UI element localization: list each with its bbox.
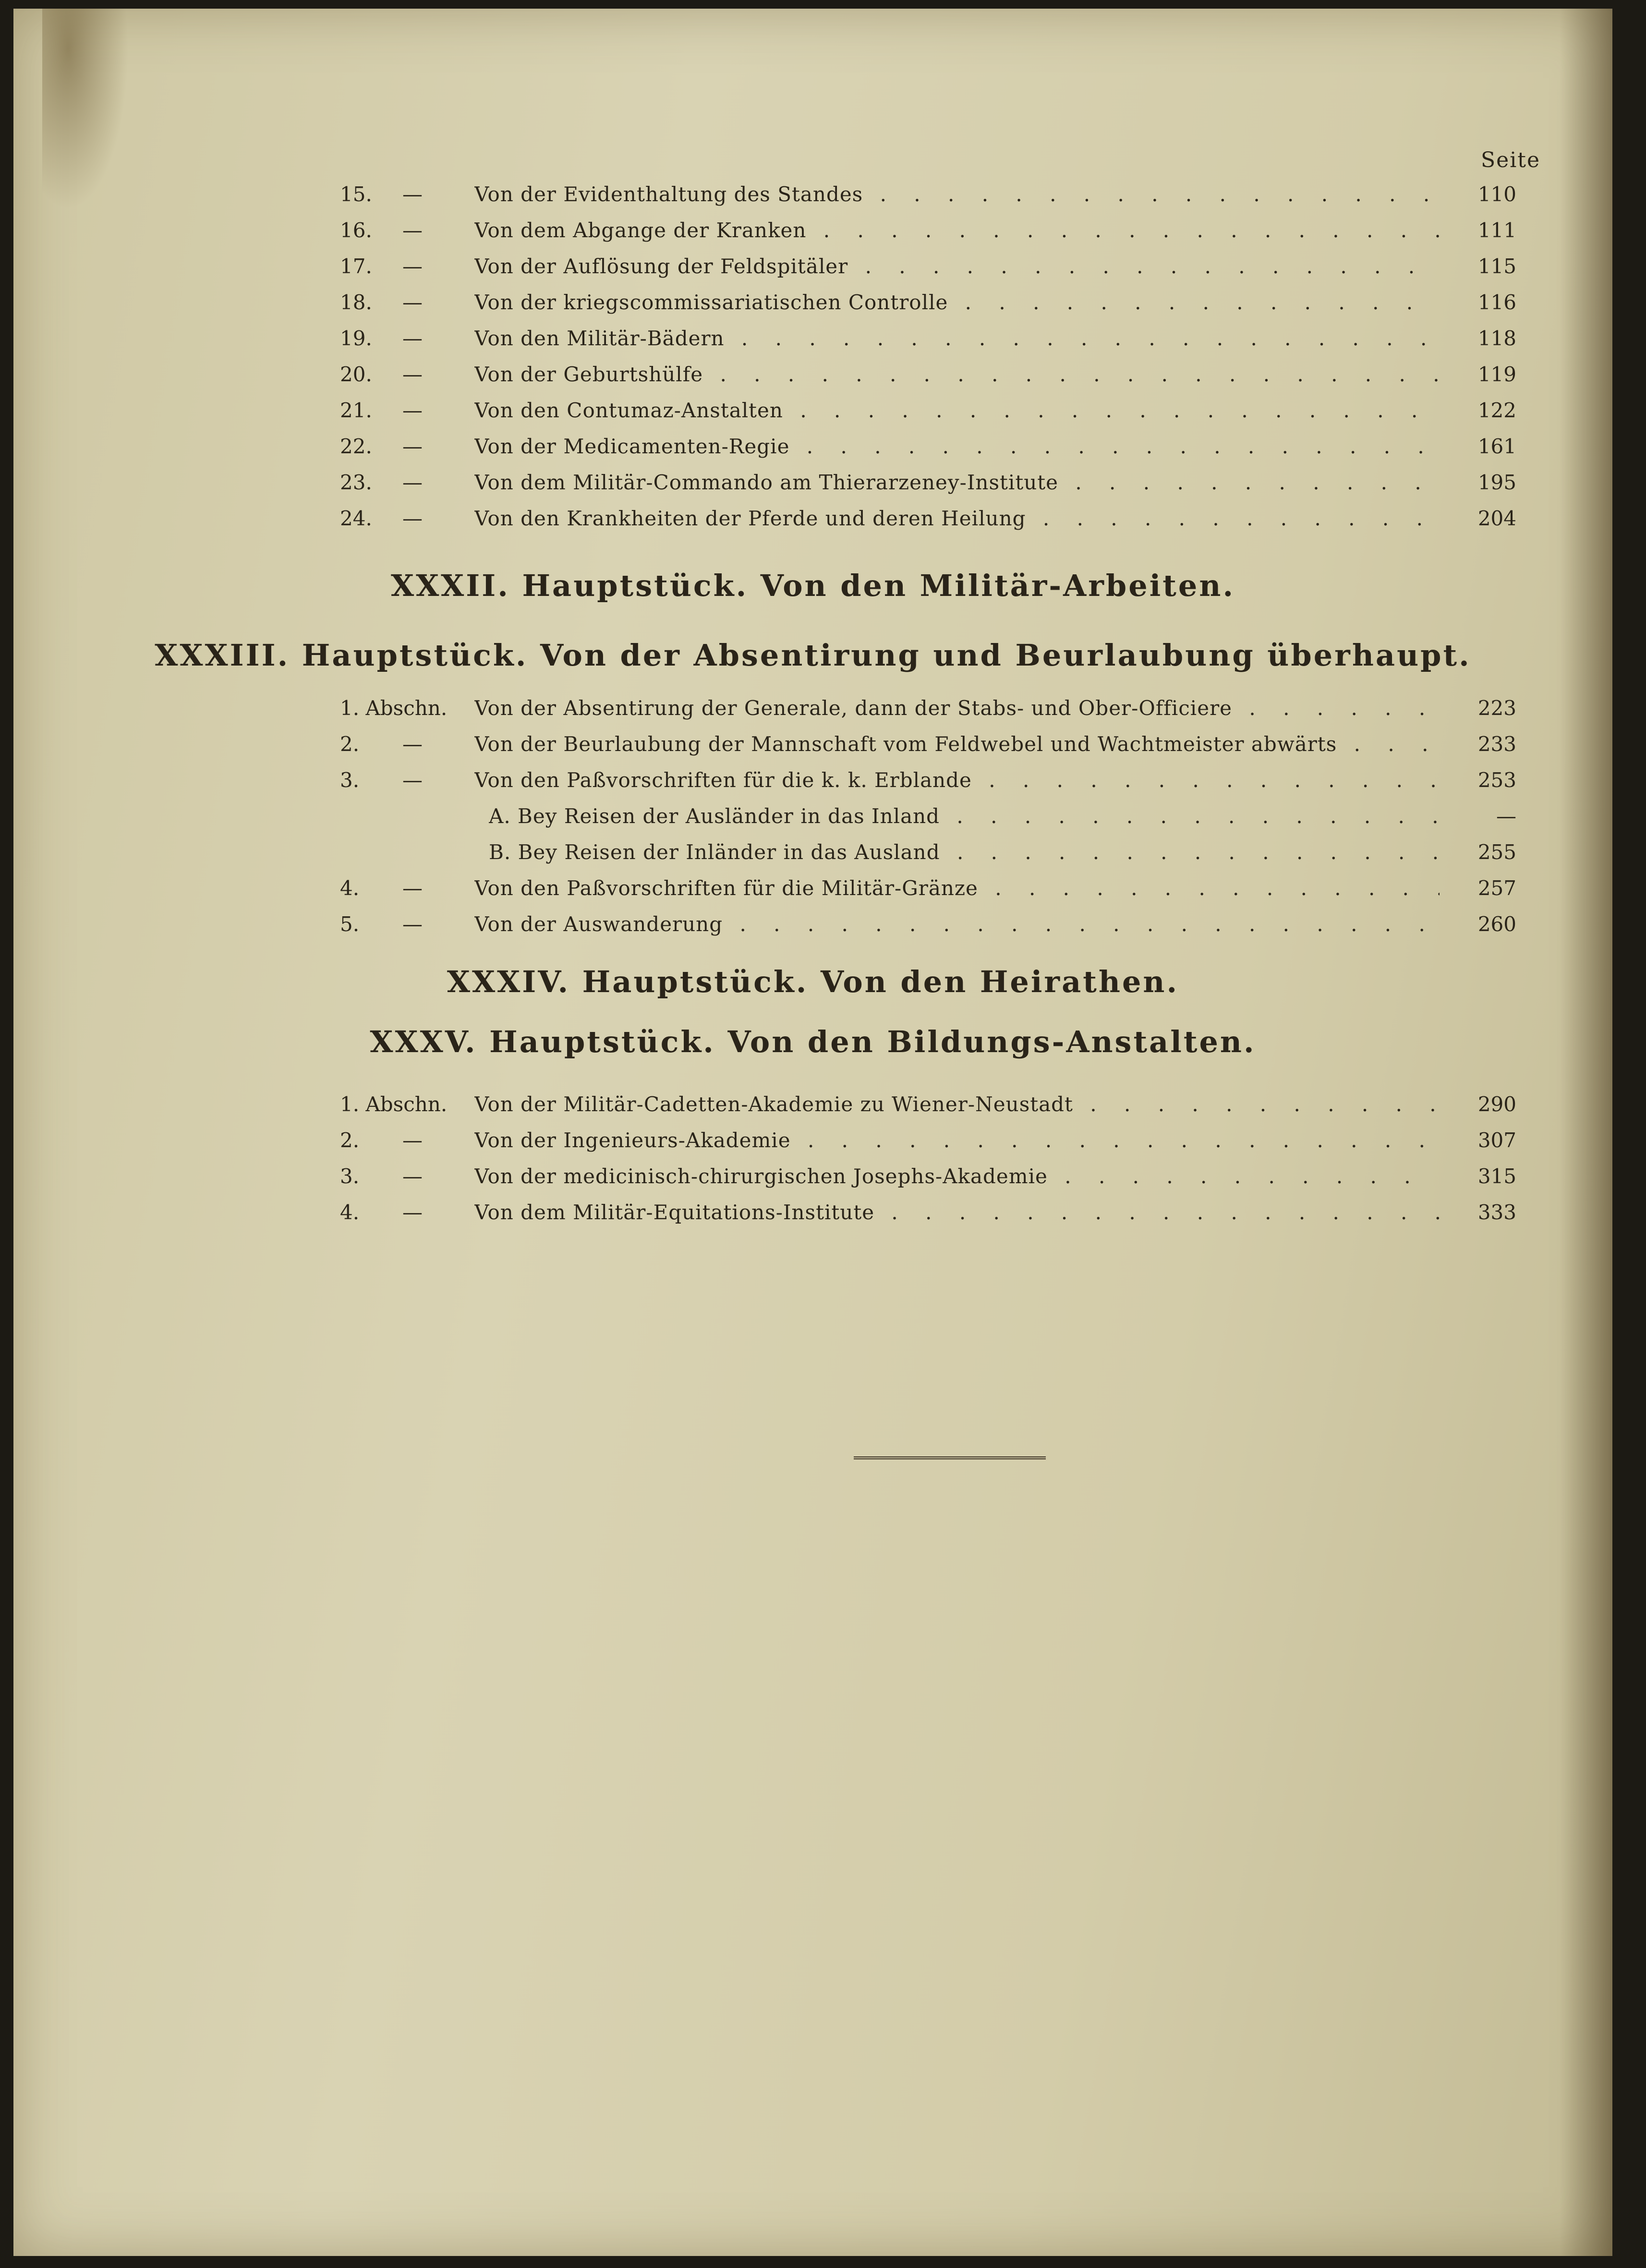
entry-page-number: 122 <box>1477 399 1516 422</box>
toc-entry <box>13 1089 1612 1120</box>
toc-entry <box>13 693 1612 724</box>
entry-dash: — <box>402 255 423 278</box>
entry-title: Von der Medicamenten-Regie . . . <box>474 431 1440 462</box>
entry-dash: — <box>402 876 423 900</box>
toc-entry <box>13 395 1612 426</box>
entry-number: 4. <box>340 1201 360 1224</box>
toc-entry <box>13 1161 1612 1192</box>
chapter-heading-xxxii: XXXII. Hauptstück. Von den Militär-Arbeiten. <box>390 568 1235 603</box>
entry-number: 22. <box>340 435 372 458</box>
entry-number: 21. <box>340 399 372 422</box>
entry-number: 18. <box>340 291 372 314</box>
entry-number: 24. <box>340 507 372 530</box>
entry-page-number: 233 <box>1477 732 1516 756</box>
entry-title: Von dem Abgange der Kranken . . . <box>474 215 1440 246</box>
entry-page-number: 253 <box>1477 768 1516 792</box>
toc-entry <box>13 909 1612 940</box>
entry-dash: — <box>402 1128 423 1152</box>
toc-entry <box>13 251 1612 282</box>
entry-title: Von den Krankheiten der Pferde und deren Heilung . . . <box>474 503 1440 534</box>
entry-dash: — <box>402 218 423 242</box>
entry-dash: — <box>402 291 423 314</box>
entry-page-number: 195 <box>1477 471 1516 494</box>
entry-title: Von der Auswanderung . . . <box>474 909 1440 940</box>
toc-entry <box>13 467 1612 498</box>
entry-number: 2. <box>340 732 360 756</box>
ornamental-divider <box>854 1456 1046 1467</box>
entry-page-number: 333 <box>1477 1201 1516 1224</box>
toc-entry <box>13 801 1612 832</box>
entry-dash: — <box>402 1164 423 1188</box>
entry-dash: — <box>402 1201 423 1224</box>
entry-page-number: 260 <box>1477 912 1516 936</box>
entry-page-number: 161 <box>1477 435 1516 458</box>
entry-dash: — <box>402 182 423 206</box>
entry-dash: — <box>402 912 423 936</box>
entry-page-number: 110 <box>1477 182 1516 206</box>
entry-title: Von dem Militär-Equitations-Institute . . . <box>474 1197 1440 1228</box>
entry-page-number: 307 <box>1477 1128 1516 1152</box>
toc-entry <box>13 873 1612 904</box>
toc-entry <box>13 179 1612 210</box>
toc-entry <box>13 359 1612 390</box>
entry-number: 1. Abschn. <box>340 1092 448 1116</box>
entry-number: 20. <box>340 363 372 386</box>
toc-entry <box>13 287 1612 318</box>
entry-title: Von der Absentirung der Generale, dann der Stabs- und Ober-Officiere . . . <box>474 693 1440 724</box>
entry-title: Von den Contumaz-Anstalten . . . <box>474 395 1440 426</box>
toc-entry <box>13 1197 1612 1228</box>
entry-page-number: 204 <box>1477 507 1516 530</box>
entry-title: Von dem Militär-Commando am Thierarzeney-Institute . . . <box>474 467 1440 498</box>
entry-page-number: 290 <box>1477 1092 1516 1116</box>
entry-number: 19. <box>340 327 372 350</box>
toc-entry <box>13 323 1612 354</box>
toc-entry <box>13 431 1612 462</box>
entry-dash: — <box>402 399 423 422</box>
entry-page-number: 257 <box>1477 876 1516 900</box>
toc-entry <box>13 215 1612 246</box>
entry-dash: — <box>402 363 423 386</box>
entry-title: A. Bey Reisen der Ausländer in das Inland . . . <box>489 801 1440 832</box>
entry-page-number: 315 <box>1477 1164 1516 1188</box>
entry-number: 3. <box>340 1164 360 1188</box>
entry-dash: — <box>402 471 423 494</box>
entry-number: 17. <box>340 255 372 278</box>
entry-page-number: 111 <box>1477 218 1516 242</box>
entry-page-number: 115 <box>1477 255 1516 278</box>
entry-dash: — <box>402 507 423 530</box>
entry-number: 23. <box>340 471 372 494</box>
entry-number: 5. <box>340 912 360 936</box>
entry-number: 15. <box>340 182 372 206</box>
entry-number: 4. <box>340 876 360 900</box>
entry-dash: — <box>402 768 423 792</box>
entry-dash: — <box>402 327 423 350</box>
toc-entry <box>13 729 1612 760</box>
entry-title: Von den Paßvorschriften für die Militär-Gränze . . . <box>474 873 1440 904</box>
toc-entry <box>13 1125 1612 1156</box>
entry-page-number: 116 <box>1477 291 1516 314</box>
toc-entry <box>13 503 1612 534</box>
entry-title: Von den Paßvorschriften für die k. k. Erblande . . . <box>474 765 1440 796</box>
entry-title: Von der kriegscommissariatischen Controlle . . . <box>474 287 1440 318</box>
entry-title: Von der Beurlaubung der Mannschaft vom Feldwebel und Wachtmeister abwärts . . . <box>474 729 1440 760</box>
entry-page-number: 119 <box>1477 363 1516 386</box>
chapter-heading-xxxv: XXXV. Hauptstück. Von den Bildungs-Anstalten. <box>370 1024 1256 1059</box>
document-page <box>13 9 1612 2256</box>
entry-title: Von den Militär-Bädern . . . <box>474 323 1440 354</box>
entry-dash: — <box>402 732 423 756</box>
entry-title: Von der Auflösung der Feldspitäler . . . <box>474 251 1440 282</box>
chapter-heading-xxxiii: XXXIII. Hauptstück. Von der Absentirung und Beurlaubung überhaupt. <box>155 638 1471 673</box>
entry-title: Von der Geburtshülfe . . . <box>474 359 1440 390</box>
entry-title: Von der Militär-Cadetten-Akademie zu Wiener-Neustadt . . . <box>474 1089 1440 1120</box>
entry-dash: — <box>402 435 423 458</box>
entry-title: B. Bey Reisen der Inländer in das Ausland . . . <box>489 837 1440 868</box>
chapter-heading-xxxiv: XXXIV. Hauptstück. Von den Heirathen. <box>447 964 1179 999</box>
entry-page-number: 255 <box>1477 840 1516 864</box>
page-column-header: Seite <box>1481 148 1540 172</box>
entry-page-number: 223 <box>1477 696 1516 720</box>
entry-title: Von der Ingenieurs-Akademie . . . <box>474 1125 1440 1156</box>
entry-title: Von der Evidenthaltung des Standes . . . <box>474 179 1440 210</box>
entry-number: 16. <box>340 218 372 242</box>
toc-entry <box>13 837 1612 868</box>
entry-page-number: 118 <box>1477 327 1516 350</box>
entry-number: 1. Abschn. <box>340 696 448 720</box>
toc-entry <box>13 765 1612 796</box>
entry-title: Von der medicinisch-chirurgischen Josephs-Akademie . . . <box>474 1161 1440 1192</box>
entry-page-number: — <box>1496 804 1516 828</box>
entry-number: 2. <box>340 1128 360 1152</box>
entry-number: 3. <box>340 768 360 792</box>
